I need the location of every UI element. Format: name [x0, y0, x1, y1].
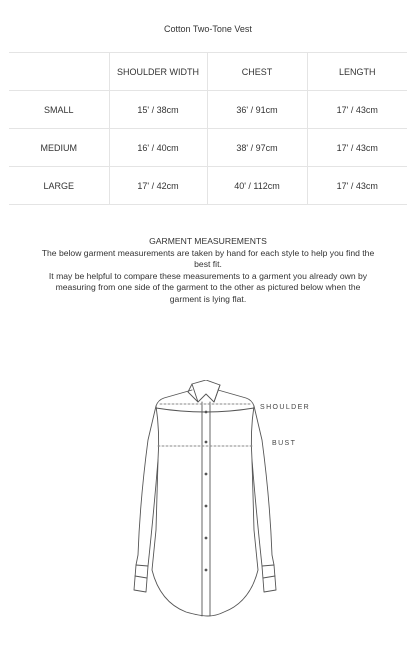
length-cell: 17' / 43cm: [307, 167, 407, 205]
table-row: [9, 129, 407, 167]
table-row: [9, 91, 407, 129]
length-cell: 17' / 43cm: [307, 129, 407, 167]
shirt-illustration-icon: [120, 380, 320, 650]
shoulder-cell: 16' / 40cm: [109, 129, 207, 167]
header-cell-shoulder-width: SHOULDER WIDTH: [109, 53, 207, 91]
chest-cell: 40' / 112cm: [207, 167, 307, 205]
info-paragraph-2: It may be helpful to compare these measurements to a garment you already own by measuring from one side of the garment to the other as pictured below when the garment is lying flat.: [48, 270, 368, 304]
shoulder-label: SHOULDER: [260, 404, 311, 411]
table-row: [9, 167, 407, 205]
header-cell-size: [9, 53, 109, 91]
header-cell-chest: CHEST: [207, 53, 307, 91]
size-cell: LARGE: [9, 167, 109, 205]
chest-cell: 36' / 91cm: [207, 91, 307, 129]
size-chart-table: [9, 52, 407, 205]
page-title: Cotton Two-Tone Vest: [164, 24, 252, 34]
info-paragraph-1: The below garment measurements are taken by hand for each style to help you find the best fit.: [41, 247, 375, 270]
table-header-row: [9, 53, 407, 91]
bust-label: BUST: [272, 440, 297, 447]
shoulder-cell: 15' / 38cm: [109, 91, 207, 129]
size-cell: SMALL: [9, 91, 109, 129]
garment-measurements-info: [40, 236, 376, 306]
shirt-measurement-diagram: [120, 380, 320, 650]
info-heading: GARMENT MEASUREMENTS: [149, 236, 267, 246]
header-cell-length: LENGTH: [307, 53, 407, 91]
shoulder-cell: 17' / 42cm: [109, 167, 207, 205]
size-cell: MEDIUM: [9, 129, 109, 167]
length-cell: 17' / 43cm: [307, 91, 407, 129]
chest-cell: 38' / 97cm: [207, 129, 307, 167]
